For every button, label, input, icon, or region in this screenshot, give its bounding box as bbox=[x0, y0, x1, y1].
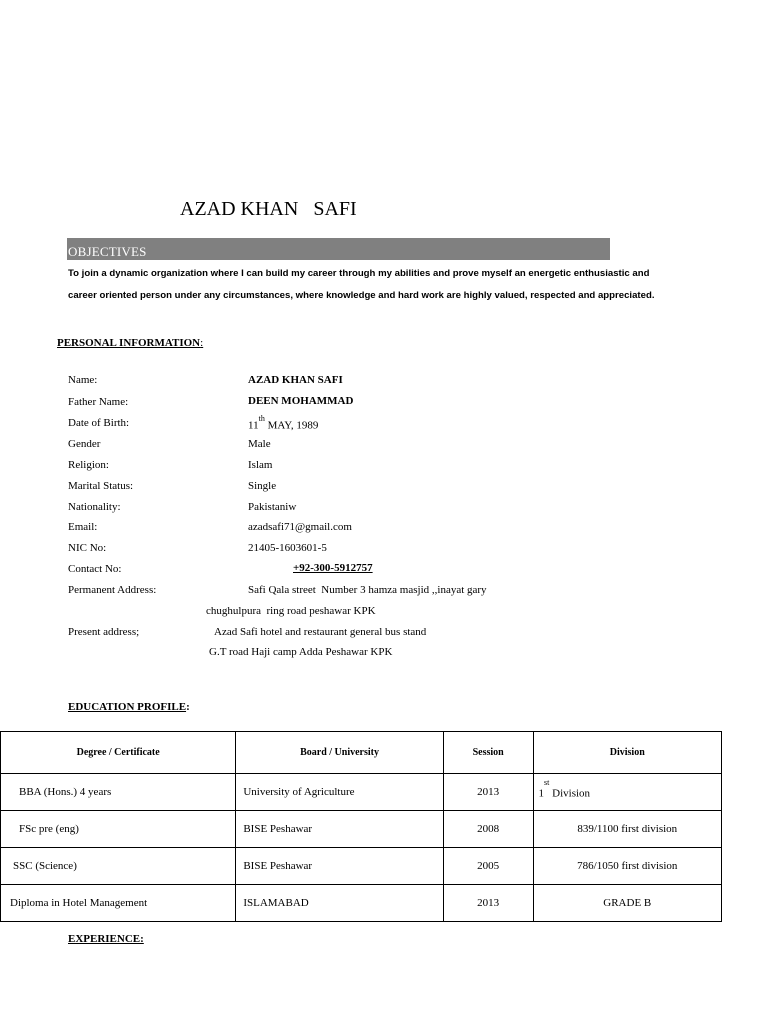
name-value: AZAD KHAN SAFI bbox=[248, 374, 343, 386]
present-address-label: Present address; bbox=[68, 626, 140, 638]
education-table bbox=[0, 731, 722, 922]
gender-label: Gender bbox=[68, 438, 101, 450]
permanent-address-line-1: Safi Qala street Number 3 hamza masjid ,,inayat gary bbox=[248, 584, 487, 596]
division-text: Division bbox=[549, 787, 591, 800]
objectives-line-2: career oriented person under any circumstances, where knowledge and hard work are highly valued, respected and appreciated. bbox=[68, 290, 655, 301]
board-cell: ISLAMABAD bbox=[236, 885, 443, 922]
email-value: azadsafi71@gmail.com bbox=[248, 521, 352, 533]
table-row bbox=[1, 774, 722, 811]
objectives-bar bbox=[67, 238, 610, 260]
father-name-label: Father Name: bbox=[68, 396, 129, 408]
dob-value bbox=[248, 414, 319, 432]
table-row bbox=[1, 811, 722, 848]
division-number: 1 bbox=[538, 787, 545, 800]
nationality-label: Nationality: bbox=[68, 501, 121, 513]
objectives-title: OBJECTIVES bbox=[68, 244, 147, 259]
division-suffix: st bbox=[544, 777, 550, 787]
marital-status-label: Marital Status: bbox=[68, 480, 134, 492]
board-cell: BISE Peshawar bbox=[236, 848, 443, 885]
board-cell: BISE Peshawar bbox=[236, 811, 443, 848]
father-name-value: DEEN MOHAMMAD bbox=[248, 395, 354, 407]
session-cell: 2008 bbox=[443, 811, 533, 848]
session-cell: 2013 bbox=[443, 774, 533, 811]
session-cell: 2005 bbox=[443, 848, 533, 885]
header-degree: Degree / Certificate bbox=[1, 732, 236, 774]
header-session: Session bbox=[443, 732, 533, 774]
dob-suffix: th bbox=[258, 414, 265, 423]
name-label: Name: bbox=[68, 374, 98, 386]
division-cell bbox=[533, 774, 721, 811]
present-address-line-1: Azad Safi hotel and restaurant general bus stand bbox=[214, 626, 427, 638]
contact-label: Contact No: bbox=[68, 563, 122, 575]
table-row bbox=[1, 885, 722, 922]
division-cell: 839/1100 first division bbox=[533, 811, 721, 848]
division-cell: GRADE B bbox=[533, 885, 721, 922]
contact-value: +92-300-5912757 bbox=[293, 562, 373, 574]
degree-cell: Diploma in Hotel Management bbox=[1, 885, 236, 922]
header-board: Board / University bbox=[236, 732, 443, 774]
header-division: Division bbox=[533, 732, 721, 774]
candidate-name: AZAD KHAN SAFI bbox=[180, 198, 357, 220]
education-header-row bbox=[1, 732, 722, 774]
division-cell: 786/1050 first division bbox=[533, 848, 721, 885]
education-colon: : bbox=[186, 701, 190, 713]
gender-value: Male bbox=[248, 438, 271, 450]
education-heading bbox=[68, 701, 190, 713]
degree-cell: SSC (Science) bbox=[1, 848, 236, 885]
permanent-address-line-2: chughulpura ring road peshawar KPK bbox=[206, 605, 376, 617]
board-cell: University of Agriculture bbox=[236, 774, 443, 811]
session-cell: 2013 bbox=[443, 885, 533, 922]
nic-value: 21405-1603601-5 bbox=[248, 542, 327, 554]
degree-cell: FSc pre (eng) bbox=[1, 811, 236, 848]
personal-info-heading bbox=[57, 337, 203, 349]
dob-month-year: MAY, 1989 bbox=[264, 419, 319, 432]
dob-label: Date of Birth: bbox=[68, 417, 130, 429]
email-label: Email: bbox=[68, 521, 98, 533]
degree-cell: BBA (Hons.) 4 years bbox=[1, 774, 236, 811]
nic-label: NIC No: bbox=[68, 542, 107, 554]
objectives-line-1: To join a dynamic organization where I can build my career through my abilities and prove myself an energetic enthusiastic and bbox=[68, 268, 650, 279]
religion-value: Islam bbox=[248, 459, 273, 471]
personal-info-colon: : bbox=[200, 337, 204, 349]
religion-label: Religion: bbox=[68, 459, 109, 471]
permanent-address-label: Permanent Address: bbox=[68, 584, 157, 596]
present-address-line-2: G.T road Haji camp Adda Peshawar KPK bbox=[209, 646, 393, 658]
nationality-value: Pakistaniw bbox=[248, 501, 297, 513]
personal-info-title: PERSONAL INFORMATION bbox=[57, 337, 201, 349]
experience-title: EXPERIENCE: bbox=[68, 933, 144, 945]
marital-status-value: Single bbox=[248, 480, 277, 492]
education-title: EDUCATION PROFILE bbox=[68, 701, 187, 713]
table-row bbox=[1, 848, 722, 885]
dob-day: 11 bbox=[248, 419, 259, 432]
